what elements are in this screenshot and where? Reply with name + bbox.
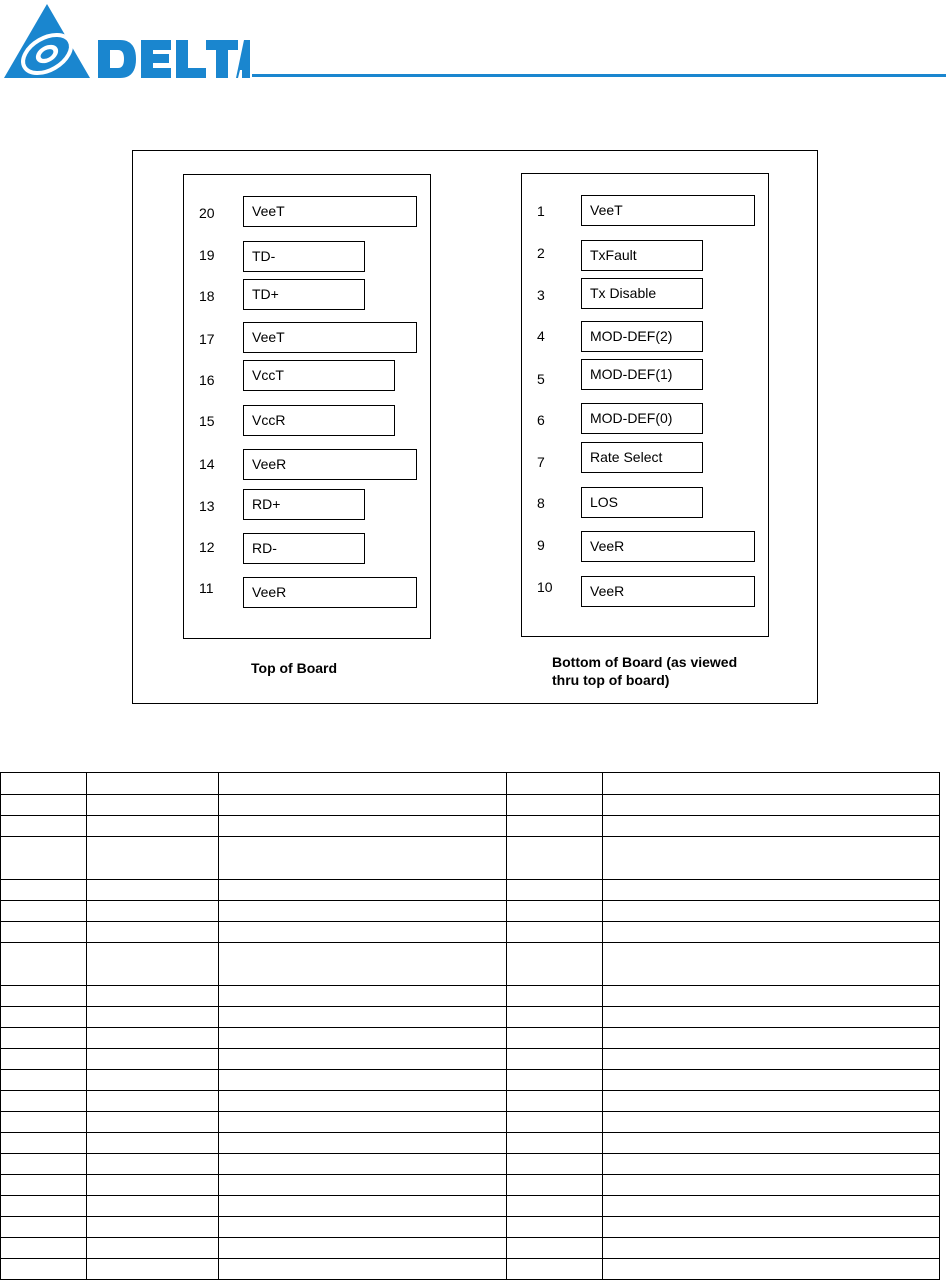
table-cell (87, 1217, 219, 1238)
table-cell (507, 922, 603, 943)
pin-label-box: VeeR (243, 449, 417, 480)
table-cell (603, 1007, 940, 1028)
pin-number: 12 (199, 539, 215, 555)
table-cell (87, 1091, 219, 1112)
pin-label-box: MOD-DEF(1) (581, 359, 703, 390)
table-cell (603, 1133, 940, 1154)
table-cell (219, 922, 507, 943)
table-cell (1, 901, 87, 922)
pin-number: 7 (537, 454, 545, 470)
table-cell (1, 1259, 87, 1280)
pin-number: 15 (199, 413, 215, 429)
pin-number: 14 (199, 456, 215, 472)
table-cell (1, 773, 87, 795)
table-cell (603, 1259, 940, 1280)
table-cell (507, 816, 603, 837)
table-cell (1, 1112, 87, 1133)
table-row (1, 1154, 940, 1175)
pin-number: 16 (199, 372, 215, 388)
table-row (1, 1259, 940, 1280)
pin-number: 20 (199, 205, 215, 221)
pin-number: 11 (199, 580, 214, 596)
table-cell (219, 1196, 507, 1217)
table-cell (507, 795, 603, 816)
pin-number: 2 (537, 245, 545, 261)
pin-label-box: VeeR (581, 576, 755, 607)
table-cell (507, 773, 603, 795)
table-cell (507, 1070, 603, 1091)
table-cell (87, 1112, 219, 1133)
table-row (1, 986, 940, 1007)
table-cell (87, 943, 219, 986)
table-cell (603, 1091, 940, 1112)
pin-number: 3 (537, 287, 545, 303)
table-cell (507, 986, 603, 1007)
table-cell (507, 1154, 603, 1175)
table-cell (603, 901, 940, 922)
table-cell (1, 880, 87, 901)
table-row (1, 1196, 940, 1217)
table-cell (1, 1175, 87, 1196)
table-row (1, 1112, 940, 1133)
table-cell (87, 1049, 219, 1070)
table-cell (507, 1259, 603, 1280)
pin-label-box: VccT (243, 360, 395, 391)
pin-number: 18 (199, 288, 215, 304)
table-cell (219, 816, 507, 837)
table-cell (87, 795, 219, 816)
table-cell (507, 1091, 603, 1112)
pin-description-table (0, 772, 940, 1280)
table-cell (219, 1259, 507, 1280)
pin-number: 10 (537, 579, 553, 595)
table-cell (603, 1112, 940, 1133)
pinout-diagram (132, 150, 818, 704)
table-cell (219, 1175, 507, 1196)
table-cell (507, 1007, 603, 1028)
table-cell (87, 1238, 219, 1259)
table-cell (603, 795, 940, 816)
pin-number: 19 (199, 247, 215, 263)
pin-label-box: MOD-DEF(2) (581, 321, 703, 352)
table-cell (603, 880, 940, 901)
table-row (1, 1049, 940, 1070)
table-cell (507, 1028, 603, 1049)
table-cell (87, 1154, 219, 1175)
table-cell (1, 1070, 87, 1091)
table-row (1, 922, 940, 943)
table-cell (219, 986, 507, 1007)
table-cell (507, 1112, 603, 1133)
table-cell (219, 1133, 507, 1154)
bottom-board-caption-line1: Bottom of Board (as viewed (552, 654, 738, 670)
table-cell (219, 1070, 507, 1091)
table-cell (603, 922, 940, 943)
top-board-caption: Top of Board (251, 660, 338, 676)
pin-number: 9 (537, 537, 545, 553)
table-cell (1, 837, 87, 880)
table-cell (603, 1238, 940, 1259)
table-cell (1, 816, 87, 837)
table-cell (219, 1091, 507, 1112)
pin-label-box: RD- (243, 533, 365, 564)
table-row (1, 1238, 940, 1259)
table-cell (87, 1007, 219, 1028)
table-row (1, 901, 940, 922)
pin-label-box: VeeT (581, 195, 755, 226)
table-cell (1, 795, 87, 816)
table-cell (87, 922, 219, 943)
table-cell (219, 1007, 507, 1028)
table-row (1, 1175, 940, 1196)
table-cell (507, 1175, 603, 1196)
table-row (1, 880, 940, 901)
table-cell (87, 1070, 219, 1091)
table-cell (507, 1196, 603, 1217)
table-row (1, 837, 940, 880)
pin-number: 6 (537, 412, 545, 428)
header-rule (252, 74, 946, 77)
table-cell (507, 1217, 603, 1238)
table-row (1, 773, 940, 795)
table-cell (507, 880, 603, 901)
table-cell (87, 816, 219, 837)
table-cell (507, 837, 603, 880)
table-row (1, 1007, 940, 1028)
table-row (1, 816, 940, 837)
table-row (1, 1070, 940, 1091)
table-cell (87, 1175, 219, 1196)
table-cell (603, 1154, 940, 1175)
pin-number: 5 (537, 371, 545, 387)
table-cell (1, 922, 87, 943)
table-cell (219, 943, 507, 986)
table-cell (1, 1217, 87, 1238)
pin-label-box: Tx Disable (581, 278, 703, 309)
pin-number: 13 (199, 498, 215, 514)
pin-label-box: LOS (581, 487, 703, 518)
table-cell (603, 837, 940, 880)
table-cell (603, 1028, 940, 1049)
table-cell (1, 1196, 87, 1217)
table-cell (87, 880, 219, 901)
table-cell (1, 1028, 87, 1049)
table-cell (1, 1238, 87, 1259)
table-row (1, 943, 940, 986)
table-cell (603, 1196, 940, 1217)
bottom-board-caption (552, 653, 737, 689)
table-cell (87, 986, 219, 1007)
table-row (1, 1133, 940, 1154)
table-cell (219, 1154, 507, 1175)
table-row (1, 1028, 940, 1049)
table-cell (603, 1217, 940, 1238)
table-row (1, 1091, 940, 1112)
pin-label-box: VeeT (243, 196, 417, 227)
table-row (1, 1217, 940, 1238)
pin-label-box: TD+ (243, 279, 365, 310)
pin-label-box: VeeT (243, 322, 417, 353)
table-cell (219, 1049, 507, 1070)
table-cell (603, 816, 940, 837)
table-cell (507, 1133, 603, 1154)
table-cell (1, 943, 87, 986)
table-cell (219, 880, 507, 901)
table-cell (507, 901, 603, 922)
pin-label-box: TxFault (581, 240, 703, 271)
table-cell (219, 1238, 507, 1259)
pin-label-box: RD+ (243, 489, 365, 520)
table-cell (219, 773, 507, 795)
table-cell (87, 1196, 219, 1217)
table-cell (1, 986, 87, 1007)
table-cell (219, 1217, 507, 1238)
table-cell (1, 1007, 87, 1028)
table-row (1, 795, 940, 816)
table-cell (87, 773, 219, 795)
pin-label-box: VeeR (243, 577, 417, 608)
table-cell (603, 1049, 940, 1070)
table-cell (507, 943, 603, 986)
table-cell (87, 1259, 219, 1280)
table-cell (603, 943, 940, 986)
table-cell (603, 986, 940, 1007)
bottom-board-caption-line2: thru top of board) (552, 672, 670, 688)
table-cell (219, 1112, 507, 1133)
pin-number: 1 (537, 203, 545, 219)
table-cell (87, 1133, 219, 1154)
pin-number: 17 (199, 331, 215, 347)
pin-label-box: MOD-DEF(0) (581, 403, 703, 434)
table-cell (219, 795, 507, 816)
table-cell (1, 1091, 87, 1112)
table-cell (507, 1238, 603, 1259)
pin-number: 4 (537, 328, 545, 344)
pin-label-box: VccR (243, 405, 395, 436)
table-cell (1, 1154, 87, 1175)
table-cell (87, 1028, 219, 1049)
table-cell (219, 837, 507, 880)
table-cell (603, 1070, 940, 1091)
pin-label-box: VeeR (581, 531, 755, 562)
table-cell (1, 1049, 87, 1070)
table-cell (219, 1028, 507, 1049)
table-cell (603, 1175, 940, 1196)
pin-number: 8 (537, 495, 545, 511)
table-cell (87, 901, 219, 922)
table-cell (219, 901, 507, 922)
pin-label-box: TD- (243, 241, 365, 272)
table-cell (507, 1049, 603, 1070)
pin-label-box: Rate Select (581, 442, 703, 473)
table-cell (87, 837, 219, 880)
table-cell (603, 773, 940, 795)
table-cell (1, 1133, 87, 1154)
delta-logo (2, 2, 252, 80)
